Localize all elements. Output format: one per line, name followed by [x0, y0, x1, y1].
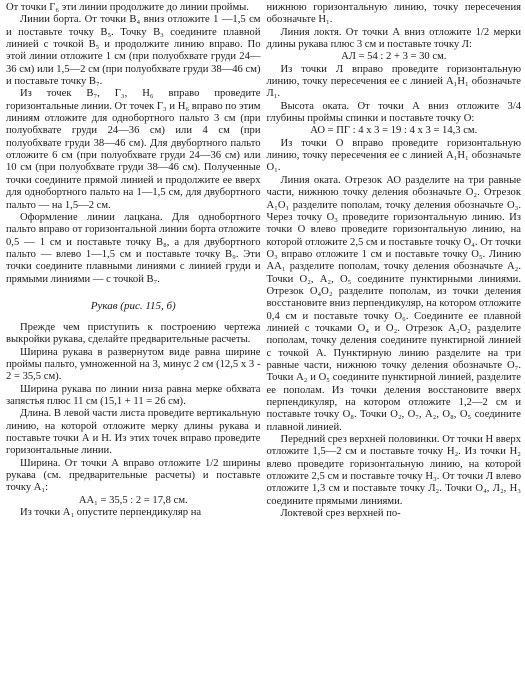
paragraph: От точки Г₆ эти линии продолжите до линии проймы.	[6, 2, 249, 13]
paragraph: Из точки О вправо проведите горизонтальную линию, точку пересечения ее с линией А₁Н₁ обозначьте О₁.	[266, 137, 521, 174]
formula: АО = ПГ : 4 х 3 = 19 : 4 х 3 = 14,3 см.	[310, 125, 478, 137]
paragraph: Прежде чем приступить к построению чертежа выкройки рукава, сделайте предварительные расчеты.	[6, 321, 261, 346]
paragraph: Линии борта. От точки В₄ вниз отложите 1 —1,5 см и поставьте точку В₅. Точку В₃ соедините плавной линией с точкой В₅ и продолжите линию вправо. По этой линии отложите 1 см (при полуобхвате груди 24—36 см) или 1,5—2 см (при полуобхвате груди 38—46 см) и поставьте точку В₇.	[6, 14, 261, 88]
paragraph: Ширина рукава в развернутом виде равна ширине проймы пальто, умноженной на 3, минус 2 см (12,5 х 3 - 2 = 35,5 см).	[6, 346, 261, 383]
paragraph: Передний срез верхней половинки. От точки Н вверх отложите 1,5—2 см и поставьте точку Н₂. Из точки Н₂ влево проведите горизонтальную линию, на которой отложите 2,5 см и поставьте точку Н₃. От точки Л влево отложите 1,3 см и поставьте точку Л₂. Точки О₄, Л₂, Н₃ соедините прямыми линиями.	[266, 434, 521, 507]
paragraph: Ширина. От точки А вправо отложите 1/2 ширины рукава (см. предварительные расчеты) и поставьте точку А₁:	[6, 457, 261, 494]
paragraph: Оформление линии лацкана. Для однобортного пальто вправо от горизонтальной линии борта отложите 0,5 — 1 см и поставьте точку В₈, а для двубортного пальто — влево 1—1,5 см и поставьте точку В₉. Эти точки соедините плавными линиями с линией груди и прямыми линиями — с точкой В₇.	[6, 211, 261, 285]
paragraph: Локтевой срез верхней по-	[280, 508, 401, 520]
left-column	[6, 2, 261, 700]
paragraph: Высота оката. От точки А вниз отложите 3/4 глубины проймы спинки и поставьте точку О:	[266, 100, 521, 125]
paragraph: нижнюю горизонтальную линию, точку пересечения обозначьте Н₁.	[266, 2, 521, 26]
paragraph: Линия оката. Отрезок АО разделите на три равные части, нижнюю точку деления обозначьте О₂. Отрезок А₁О₁ разделите пополам, точку деления обозначьте О₃. Через точку О₃ проведите горизонтальную линию. Из точки О влево проведите горизонтальную линию, на которой отложите 2,5 см и поставьте точку О₄. От точки О₃ вправо отложите 1 см и поставьте точку О₅. Линию АА₁ разделите пополам, точку деления обозначьте А₂. Точки О₂, А₂, О₅ соедините пунктирными линиями. Отрезок О₄О₂ разделите пополам, из точки деления восстановите вниз перпендикуляр, на котором отложите 0,4 см и поставьте точку О₆. Соедините ее плавной линией с точками О₄ и О₂. Отрезок А₂О₂ разделите пополам, точку деления соедините пунктирной линией с точкой А. Пунктирную линию разделите на три равные части, нижнюю точку деления обозначьте О₇. Точки А₂ и О₅ соедините пунктирной линией, разделите ее пополам. Из точки деления восстановите вверх перпендикуляр, на котором отложите 1,2—2 см и поставьте точку О₈. Точки О₂, О₇, А₂, О₈, О₅ соедините плавной линией.	[266, 174, 521, 433]
right-column	[267, 2, 522, 700]
formula: AA₁ = 35,5 : 2 = 17,8 см.	[78, 494, 188, 506]
formula: AЛ = 54 : 2 + 3 = 30 см.	[341, 51, 447, 63]
section-title: Рукав (рис. 115, б)	[90, 299, 176, 312]
paragraph: Из точки А₁ опустите перпендикуляр на	[20, 507, 202, 519]
paragraph: Из точки Л вправо проведите горизонтальную линию, точку пересечения ее с линией А₁Н₁ обозначьте Л₁.	[266, 63, 521, 100]
paragraph: Длина. В левой части листа проведите вертикальную линию, на которой отложите мерку длины рукава и поставьте точки А и Н. Из этих точек вправо проведите горизонтальные линии.	[6, 408, 261, 457]
paragraph: Линия локтя. От точки А вниз отложите 1/2 мерки длины рукава плюс 3 см и поставьте точку Л:	[266, 26, 521, 51]
paragraph: Из точек В₇, Г₃, Н₆ вправо проведите горизонтальные линии. От точек Г₃ и Н₆ вправо по этим линиям отложите для однобортного пальто 3 см (при полуобхвате груди 24—36 см) или 4 см (при полуобхвате груди 38—46 см). Для двубортного пальто отложите 6 см (при полуобхвате груди 24—36 см) или 10 см (при полуобхвате груди 38—46 см). Полученные точки соедините прямой линией и продолжите ее вверх для однобортного пальто на 1—1,5 см, для двубортного пальто — на 1,5—2 см.	[6, 88, 261, 211]
paragraph: Ширина рукава по линии низа равна мерке обхвата запястья плюс 11 см (15,1 + 11 = 26 см).	[6, 383, 261, 407]
